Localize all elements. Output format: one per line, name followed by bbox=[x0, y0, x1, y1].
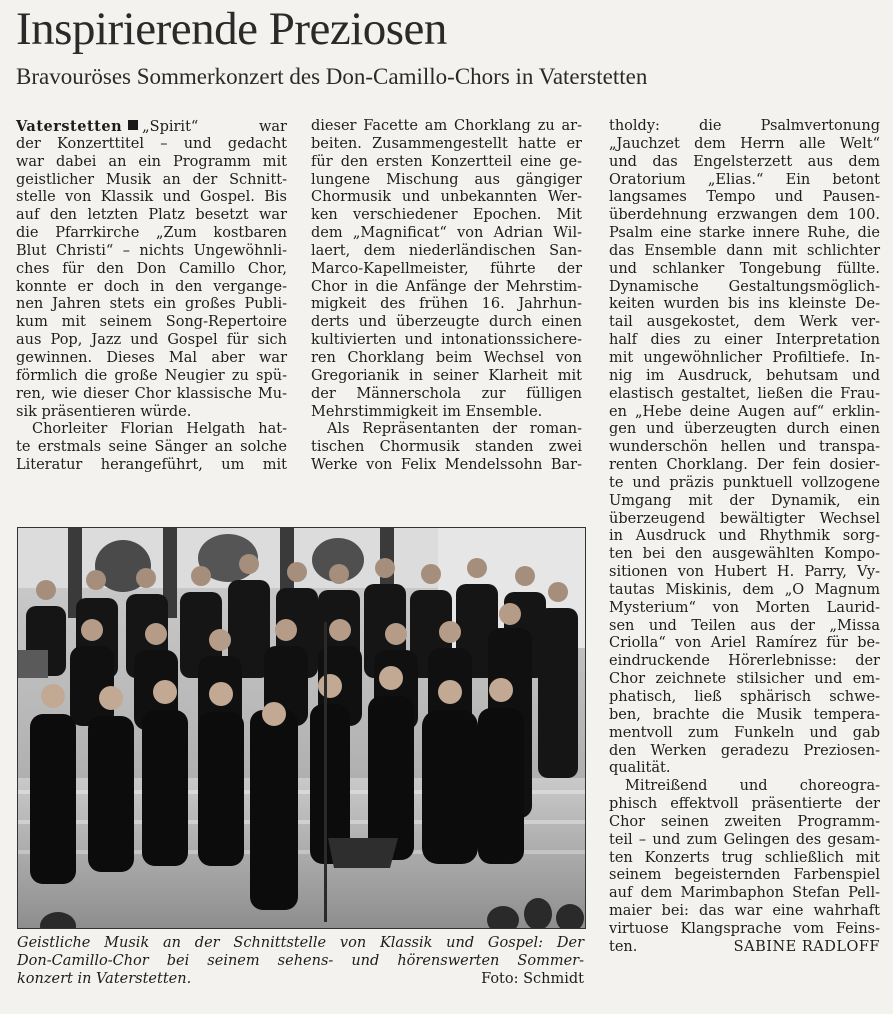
article-line: Gregorianik in seiner Klarheit mit bbox=[311, 367, 582, 384]
article-line: Umgang mit der Dynamik, ein bbox=[609, 492, 880, 509]
article-line: tholdy: die Psalmvertonung bbox=[609, 118, 880, 134]
article-line: und schlanker Tongebung füllte. bbox=[609, 260, 880, 277]
choir-photo-image bbox=[18, 528, 585, 928]
article-line-text: „Spirit“ war bbox=[142, 119, 287, 135]
article-line: phatisch, ließ sphärisch schwe- bbox=[609, 689, 880, 705]
article-column-3 bbox=[609, 118, 880, 957]
article-line: tautas Miskinis, dem „O Magnum bbox=[609, 581, 880, 598]
article-line: virtuose Klangsprache vom Feins- bbox=[609, 920, 880, 937]
article-line: mit ungewöhnlicher Profiltiefe. In- bbox=[609, 349, 880, 366]
article-line: geistlicher Musik an der Schnitt- bbox=[16, 171, 287, 188]
caption-line: Don-Camillo-Chor bei seinem sehens- und hörenswerten Sommer- bbox=[17, 952, 584, 969]
article-line: ben, brachte die Musik tempera- bbox=[609, 706, 880, 723]
article-column-1 bbox=[16, 118, 287, 475]
article-line: Marco-Kapellmeister, führte der bbox=[311, 260, 582, 277]
article-line: kultivierten und intonationssichere- bbox=[311, 332, 582, 349]
article-line: beiten. Zusammengestellt hatte er bbox=[311, 135, 582, 152]
article-line: Mehrstimmigkeit im Ensemble. bbox=[311, 403, 543, 420]
photo-caption bbox=[17, 935, 584, 989]
article-line: sitionen von Hubert H. Parry, Vy- bbox=[609, 564, 880, 581]
article-line: aus Pop, Jazz und Gospel für sich bbox=[16, 332, 287, 349]
article-line: ken verschiedener Epochen. Mit bbox=[311, 207, 582, 224]
article-line: war dabei an ein Programm mit bbox=[16, 153, 287, 170]
article-line: in Ausdruck und Rhythmik sorg- bbox=[609, 528, 880, 545]
article-line: Werke von Felix Mendelssohn Bar- bbox=[311, 457, 582, 474]
article-line: Chor in die Anfänge der Mehrstim- bbox=[311, 278, 582, 295]
article-line: wunderschön hellen und transpa- bbox=[609, 439, 880, 456]
article-line: für den ersten Konzertteil eine ge- bbox=[311, 153, 582, 170]
article-line: Dynamische Gestaltungsmöglich- bbox=[609, 278, 880, 295]
headline: Inspirierende Preziosen bbox=[16, 3, 447, 55]
article-line: ren, wie dieser Chor klassische Mu- bbox=[16, 385, 287, 402]
article-line: lungene Mischung aus gängiger bbox=[311, 171, 582, 188]
article-line: Chorleiter Florian Helgath hat- bbox=[32, 421, 287, 438]
dateline: Vaterstetten bbox=[16, 118, 123, 135]
article-line: tischen Chormusik standen zwei bbox=[311, 439, 582, 456]
article-line: Als Repräsentanten der roman- bbox=[327, 421, 582, 438]
article-line: en „Hebe deine Augen auf“ erklin- bbox=[609, 403, 880, 420]
article-line: überdehnung erzwangen dem 100. bbox=[609, 207, 880, 224]
subheadline: Bravouröses Sommerkonzert des Don-Camillo-Chors in Vaterstetten bbox=[16, 64, 648, 89]
article-final-line bbox=[609, 939, 880, 957]
article-line: auf dem Marimbaphon Stefan Pell- bbox=[609, 885, 880, 902]
article-line: die Pfarrkirche „Zum kostbaren bbox=[16, 225, 287, 242]
article-column-2 bbox=[311, 118, 582, 475]
article-line: gen und überzeugten durch einen bbox=[609, 421, 880, 438]
article-line: langsames Tempo und Pausen- bbox=[609, 189, 880, 206]
article-line bbox=[16, 118, 287, 136]
article-line: das Ensemble dann mit schlichter bbox=[609, 242, 880, 259]
article-line: Oratorium „Elias.“ Ein betont bbox=[609, 171, 880, 188]
choir-photo bbox=[17, 527, 586, 929]
caption-line: Geistliche Musik an der Schnittstelle von Klassik und Gospel: Der bbox=[17, 935, 584, 951]
article-line: Psalm eine starke innere Ruhe, die bbox=[609, 225, 880, 242]
article-line: konnte er doch in den vergange- bbox=[16, 278, 287, 295]
article-line: half dies zu einer Interpretation bbox=[609, 332, 880, 349]
article-line: teil – und zum Gelingen des gesam- bbox=[609, 831, 880, 848]
article-line: mentvoll zum Funkeln und gab bbox=[609, 724, 880, 741]
article-line: stelle von Klassik und Gospel. Bis bbox=[16, 189, 287, 206]
article-line: te erstmals seine Sänger an solche bbox=[16, 439, 287, 456]
article-line: Criolla“ von Ariel Ramírez für be- bbox=[609, 635, 880, 652]
photo-credit: Foto: Schmidt bbox=[481, 970, 584, 987]
article-line-text: ten. bbox=[609, 938, 638, 955]
article-line: gewinnen. Dieses Mal aber war bbox=[16, 349, 287, 366]
article-line: eindruckende Hörerlebnisse: der bbox=[609, 653, 880, 670]
caption-final-line bbox=[17, 971, 584, 989]
article-line: keiten wurden bis ins kleinste De- bbox=[609, 296, 880, 313]
article-line: sen und Teilen aus der „Missa bbox=[609, 617, 880, 634]
caption-line-text: konzert in Vaterstetten. bbox=[17, 970, 192, 987]
article-line: elastisch gestaltet, ließen die Frau- bbox=[609, 385, 880, 402]
article-line: Mysterium“ von Morten Laurid- bbox=[609, 599, 880, 616]
article-line: Literatur herangeführt, um mit bbox=[16, 457, 287, 474]
article-line: ren Chorklang beim Wechsel von bbox=[311, 349, 582, 366]
article-line: te und präzis punktuell vollzogene bbox=[609, 474, 880, 491]
article-line: „Jauchzet dem Herrn alle Welt“ bbox=[609, 135, 880, 152]
article-line: auf den letzten Platz besetzt war bbox=[16, 207, 287, 224]
article-line: Mitreißend und choreogra- bbox=[625, 778, 880, 795]
article-line: ten Konzerts trug schließlich mit bbox=[609, 849, 880, 866]
author-byline: SABINE RADLOFF bbox=[733, 938, 880, 955]
article-line: Chor zeichnete stilsicher und em- bbox=[609, 671, 880, 688]
article-line: überzeugend bewältigter Wechsel bbox=[609, 510, 880, 527]
article-line: den Werken geradezu Preziosen- bbox=[609, 742, 880, 759]
article-line: der Konzerttitel – und gedacht bbox=[16, 135, 287, 152]
article-line: dieser Facette am Chorklang zu ar- bbox=[311, 118, 582, 134]
article-line: derts und überzeugte durch einen bbox=[311, 314, 582, 331]
dateline-square-icon bbox=[128, 120, 138, 130]
article-line: ten bei den ausgewählten Kompo- bbox=[609, 546, 880, 563]
article-line: der Männerschola zur fülligen bbox=[311, 385, 582, 402]
article-line: maier bei: das war eine wahrhaft bbox=[609, 903, 880, 920]
article-line: seinem begeisternden Farbenspiel bbox=[609, 867, 880, 884]
article-line: nen Jahren stets ein großes Publi- bbox=[16, 296, 287, 313]
article-line: förmlich die große Neugier zu spü- bbox=[16, 367, 287, 384]
article-line: Blut Christi“ – nichts Ungewöhnli- bbox=[16, 242, 287, 259]
article-line: und das Engelsterzett aus dem bbox=[609, 153, 880, 170]
article-line: renten Chorklang. Der fein dosier- bbox=[609, 457, 880, 474]
article-line: Chormusik und unbekannten Wer- bbox=[311, 189, 582, 206]
article-line: phisch effektvoll präsentierte der bbox=[609, 796, 880, 813]
article-line: dem „Magnificat“ von Adrian Wil- bbox=[311, 225, 582, 242]
article-line: tail ausgekostet, dem Werk ver- bbox=[609, 314, 880, 331]
article-line: kum mit seinem Song-Repertoire bbox=[16, 314, 287, 331]
article-line: laert, dem niederländischen San- bbox=[311, 242, 582, 259]
article-line: Chor seinen zweiten Programm- bbox=[609, 813, 880, 830]
article-line: sik präsentieren würde. bbox=[16, 403, 192, 420]
article-line: migkeit des frühen 16. Jahrhun- bbox=[311, 296, 582, 313]
article-line: ches für den Don Camillo Chor, bbox=[16, 260, 287, 277]
article-line: nig im Ausdruck, behutsam und bbox=[609, 367, 880, 384]
article-line: qualität. bbox=[609, 760, 671, 777]
